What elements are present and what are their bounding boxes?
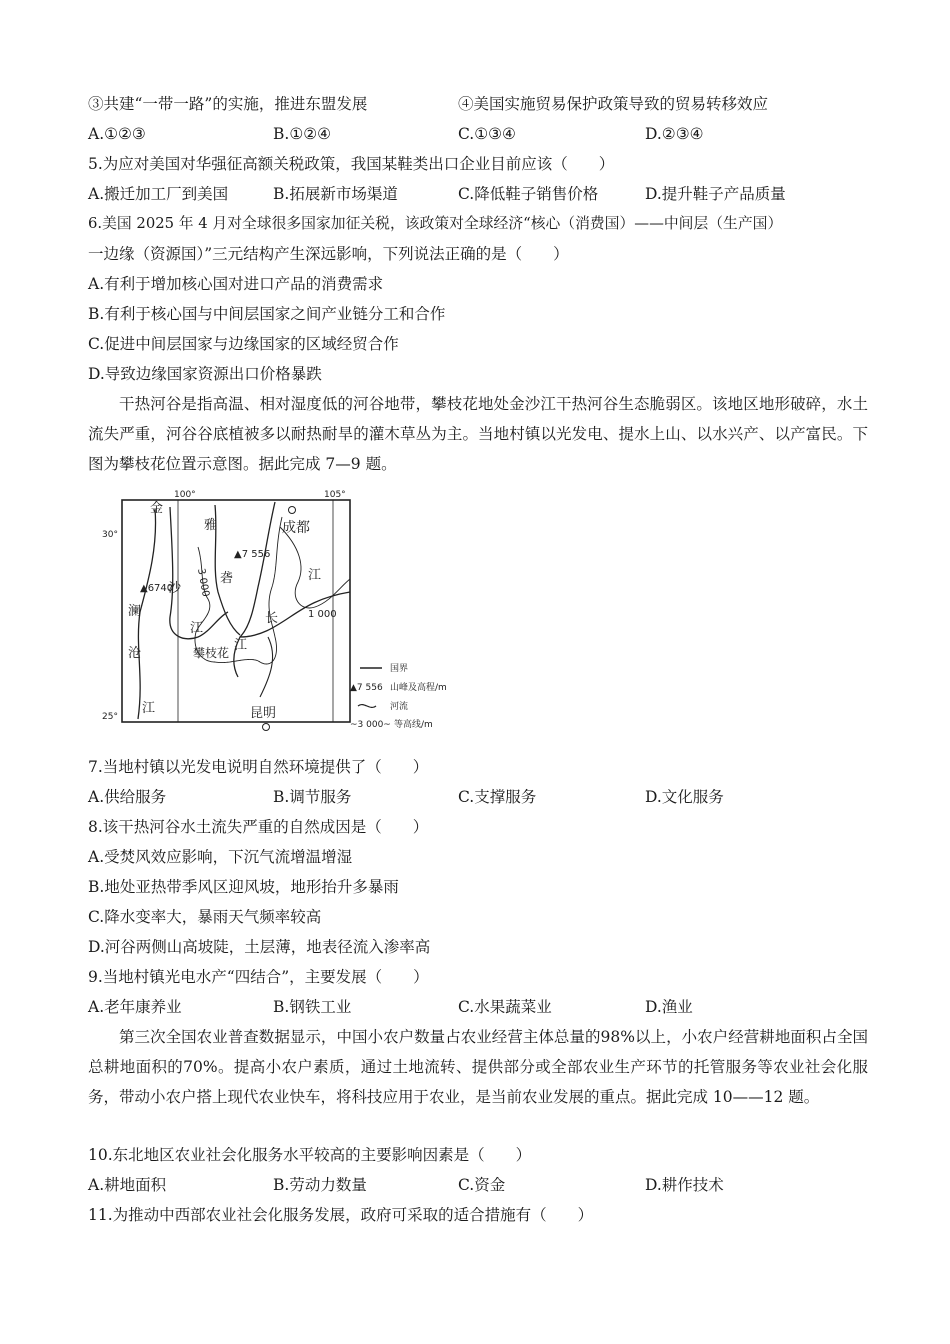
q5-choice-a: A.搬迁加工厂到美国 [88,185,229,203]
q6-stem-line1: 6.美国 2025 年 4 月对全球很多国家加征关税，该政策对全球经济“核心（消费国）——中间层（生产国） [88,215,783,232]
q8-choice-b: B.地处亚热带季风区迎风坡，地形抬升多暴雨 [88,878,399,896]
contour-label-3000: 3 000 [195,567,211,598]
peak-7556: ▲7 556 [234,549,271,560]
label-panzhihua: 攀枝花 [193,646,230,660]
label-ya: 雅 [204,518,218,533]
q10-choice-c: C.资金 [458,1176,506,1194]
q6-choice-c: C.促进中间层国家与边缘国家的区域经贸合作 [88,335,399,353]
q9-stem: 9.当地村镇光电水产“四结合”，主要发展（ ） [88,968,429,986]
contour-label-1000: 1 000 [308,609,337,620]
q6-choice-d: D.导致边缘国家资源出口价格暴跌 [88,365,322,383]
passage-agricultural-census: 第三次全国农业普查数据显示，中国小农户数量占农业经营主体总量的98%以上，小农户经营耕地面积占全国总耕地面积的70%。提高小农户素质，通过土地流转、提供部分或全部农业生产环节的托管服务等农业社会化服务，带动小农户搭上现代农业快车，将科技应用于农业，是当前农业发展的重点。据此完成 10——12 题。 [88,1028,868,1106]
q7-choice-a: A.供给服务 [88,788,167,806]
q8-stem: 8.该干热河谷水土流失严重的自然成因是（ ） [88,818,429,836]
q6-stem-line2: 一边缘（资源国）”三元结构产生深远影响，下列说法正确的是（ ） [88,245,569,263]
passage-dry-hot-valley: 干热河谷是指高温、相对湿度低的河谷地带，攀枝花地处金沙江干热河谷生态脆弱区。该地区地形破碎，水土流失严重，河谷谷底植被多以耐热耐旱的灌木草丛为主。当地村镇以光发电、提水上山、以水兴产、以产富民。下图为攀枝花位置示意图。据此完成 7—9 题。 [88,395,868,473]
q8-choice-c: C.降水变率大，暴雨天气频率较高 [88,908,322,926]
label-jiang-3: 江 [234,638,248,653]
q6-choice-a: A.有利于增加核心国对进口产品的消费需求 [88,275,384,293]
label-jin: 金 [150,501,164,516]
q5-choice-b: B.拓展新市场渠道 [273,185,398,203]
peak-6740: ▲6740 [140,583,174,594]
chengdu-marker [289,507,296,514]
legend-river-symbol [358,705,376,708]
label-lan: 澜 [128,604,142,619]
lat-30: 30° [102,530,118,540]
q4-choice-d: D.②③④ [645,125,704,143]
q11-stem: 11.为推动中西部农业社会化服务发展，政府可采取的适合措施有（ ） [88,1206,594,1224]
q4-option-3: ③共建“一带一路”的实施，推进东盟发展 [88,95,368,113]
q4-choice-b: B.①②④ [273,125,332,143]
label-long: 砻 [220,571,234,586]
label-sha: 沙 [168,581,182,596]
label-jiang-1: 江 [308,568,322,583]
q4-choice-c: C.①③④ [458,125,516,143]
river-tributary [260,637,273,697]
river-yalong [215,505,240,635]
lon-105: 105° [324,490,346,500]
q6-choice-b: B.有利于核心国与中间层国家之间产业链分工和合作 [88,305,446,323]
panzhihua-location-map [100,487,480,732]
legend-contour-symbol: ~3 000~ [350,720,391,730]
q5-choice-d: D.提升鞋子产品质量 [645,185,786,203]
q10-stem: 10.东北地区农业社会化服务水平较高的主要影响因素是（ ） [88,1146,532,1164]
q9-choice-b: B.钢铁工业 [273,998,352,1016]
q10-choice-d: D.耕作技术 [645,1176,724,1194]
label-cang: 沧 [128,646,142,661]
legend-river: 河流 [390,702,409,712]
q10-choice-b: B.劳动力数量 [273,1176,367,1194]
q7-choice-d: D.文化服务 [645,788,724,806]
q7-choice-b: B.调节服务 [273,788,352,806]
lat-25: 25° [102,712,118,722]
q9-choice-a: A.老年康养业 [88,998,182,1016]
legend-border: 国界 [390,664,409,674]
legend-contour: 等高线/m [394,720,433,730]
label-chang: 长 [265,611,279,626]
q5-choice-c: C.降低鞋子销售价格 [458,185,599,203]
q5-stem: 5.为应对美国对华强征高额关税政策，我国某鞋类出口企业目前应该（ ） [88,155,615,173]
kunming-marker [263,724,270,731]
q9-choice-d: D.渔业 [645,998,693,1016]
legend-peak: 山峰及高程/m [390,683,447,693]
label-jiang-4: 江 [142,701,156,716]
lon-100: 100° [174,490,196,500]
q8-choice-a: A.受焚风效应影响，下沉气流增温增湿 [88,848,353,866]
q7-stem: 7.当地村镇以光发电说明自然环境提供了（ ） [88,758,429,776]
label-jiang-2: 江 [190,621,204,636]
q4-option-4: ④美国实施贸易保护政策导致的贸易转移效应 [458,95,769,113]
q8-choice-d: D.河谷两侧山高坡陡，土层薄，地表径流入渗率高 [88,938,431,956]
q9-choice-c: C.水果蔬菜业 [458,998,552,1016]
label-kunming: 昆明 [250,706,277,721]
q7-choice-c: C.支撑服务 [458,788,537,806]
q4-choice-a: A.①②③ [88,125,146,143]
label-chengdu: 成都 [282,520,310,536]
legend-peak-symbol: ▲7 556 [350,683,383,693]
q10-choice-a: A.耕地面积 [88,1176,167,1194]
